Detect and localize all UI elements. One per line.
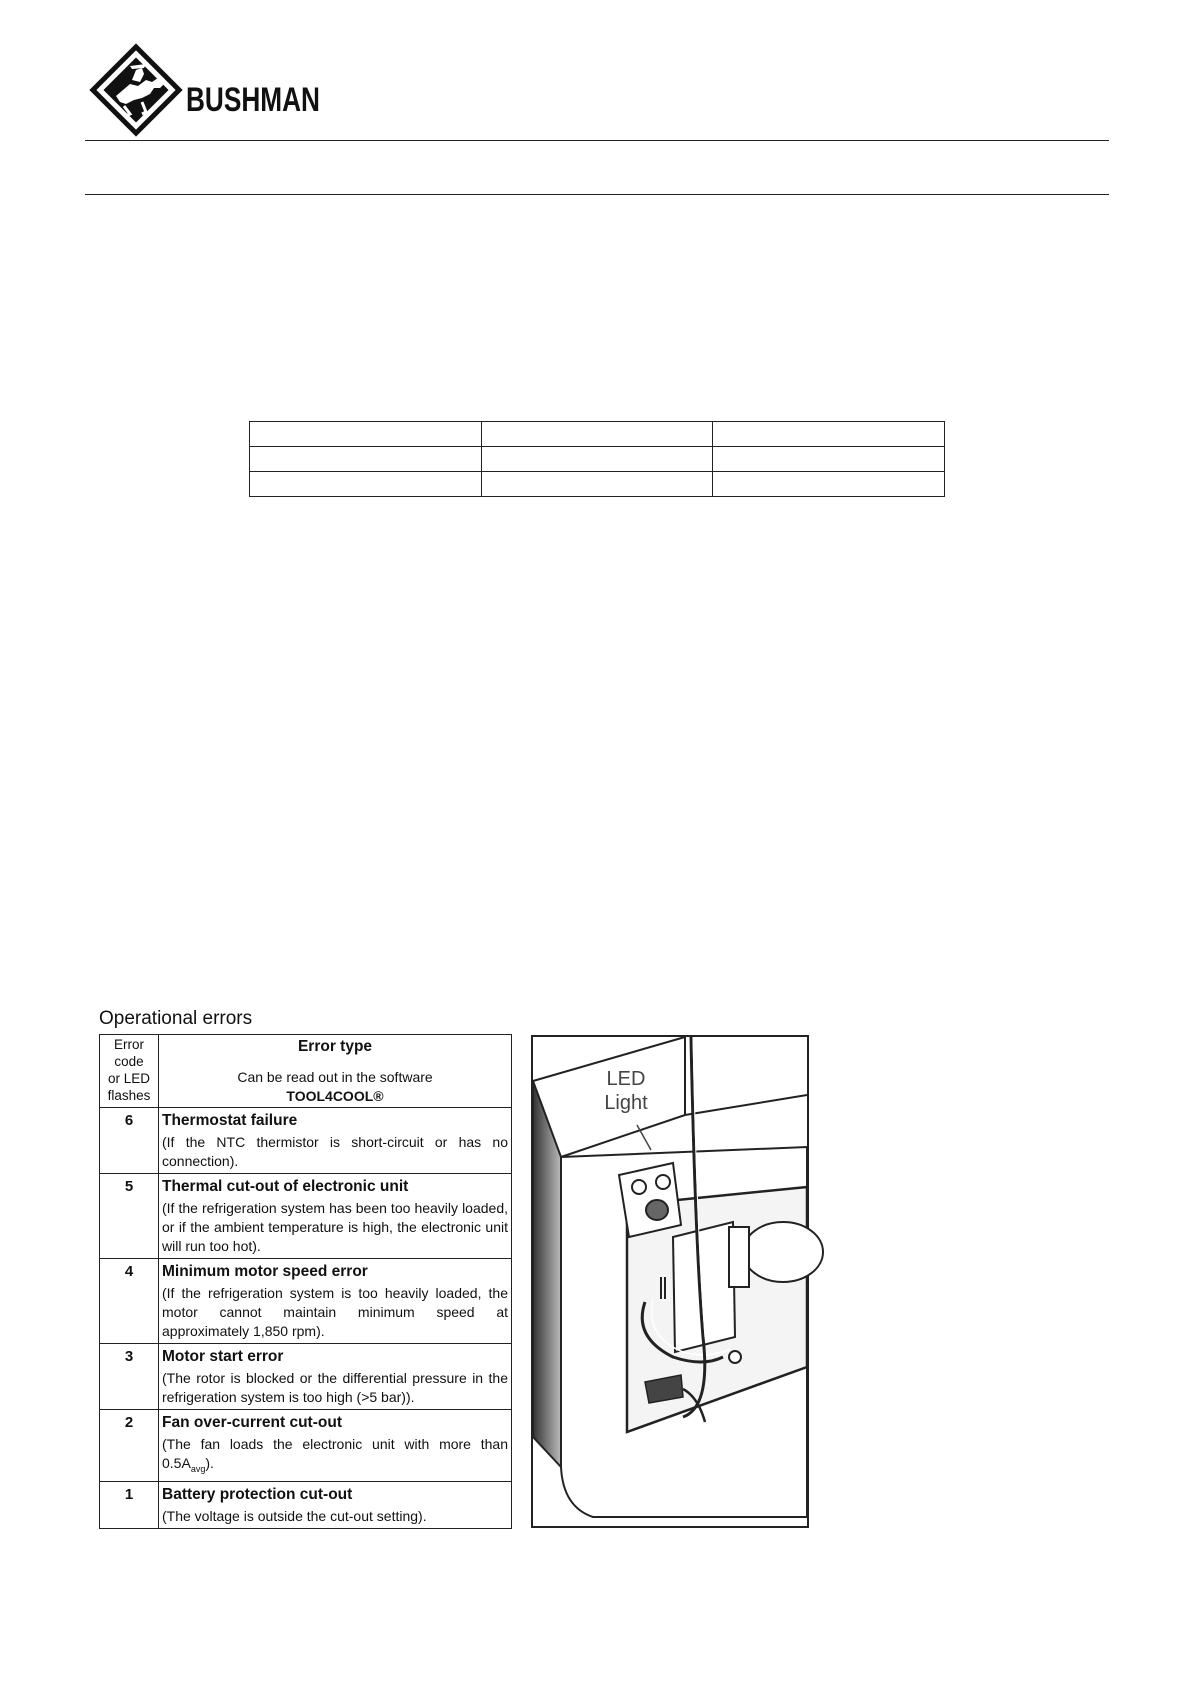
table-row [100,1108,512,1174]
error-title: Minimum motor speed error [162,1263,368,1280]
operational-errors-table [99,1034,512,1529]
table-cell [250,472,482,497]
error-text: (The voltage is outside the cut-out setting). [162,1507,427,1524]
led-light-label [591,1067,661,1115]
table-header-row [100,1035,512,1108]
error-description [159,1410,512,1482]
error-text-subscript: avg [190,1463,206,1474]
header-line: code [114,1054,144,1069]
error-text-part: ). [205,1455,214,1471]
table-cell [481,422,713,447]
error-description [159,1108,512,1174]
table-row [250,447,945,472]
error-title: Thermostat failure [162,1112,298,1129]
error-title: Battery protection cut-out [162,1485,353,1503]
table-cell [481,472,713,497]
error-code: 4 [100,1259,159,1344]
error-code: 2 [100,1410,159,1482]
error-description [159,1481,512,1528]
software-name: TOOL4COOL® [286,1088,384,1104]
header-line: or LED [107,1071,151,1086]
error-text: (If the refrigeration system is too heavily loaded, the motor cannot maintain minimum speed at approximately 1,850 rpm). [162,1285,508,1339]
error-type-header [159,1035,512,1108]
table-cell [250,447,482,472]
led-label-line: Light [604,1092,648,1114]
error-text: (The rotor is blocked or the differential pressure in the refrigeration system is too high (>5 bar)). [162,1370,508,1405]
error-type-title: Error type [297,1038,373,1055]
error-type-note: Can be read out in the software [237,1069,433,1085]
fridge-compressor-drawing [533,1037,807,1526]
table-row [100,1174,512,1259]
brand-name: BUSHMAN [186,81,320,119]
table-row [100,1259,512,1344]
error-text: (If the refrigeration system has been too heavily loaded, or if the ambient temperature is high, the electronic unit will run too hot). [162,1200,508,1254]
table-row [100,1410,512,1482]
error-text-part: (The fan loads the electronic unit with more than 0.5A [162,1436,508,1471]
table-row [100,1481,512,1528]
error-description [159,1174,512,1259]
table-row [100,1344,512,1410]
table-row [250,472,945,497]
header-rule-bottom [85,194,1109,195]
error-text [162,1435,508,1479]
led-label-line: LED [606,1068,646,1090]
led-light-illustration [531,1035,809,1528]
table-row [250,422,945,447]
error-code: 5 [100,1174,159,1259]
blank-table [249,421,945,497]
table-cell [713,422,945,447]
header-line: flashes [107,1088,151,1103]
error-description [159,1344,512,1410]
table-cell [250,422,482,447]
error-code: 1 [100,1481,159,1528]
error-code-header [100,1035,159,1108]
header-line: Error [114,1037,144,1052]
header-rule-top [85,140,1109,141]
error-description [159,1259,512,1344]
operational-errors-title: Operational errors [99,1008,253,1029]
table-cell [713,472,945,497]
rider-emblem-icon [86,44,326,140]
error-title: Motor start error [162,1348,284,1365]
table-cell [713,447,945,472]
error-text: (If the NTC thermistor is short-circuit or has no connection). [162,1134,508,1169]
bushman-logo [86,44,326,140]
error-title: Fan over-current cut-out [162,1414,342,1431]
error-code: 6 [100,1108,159,1174]
error-code: 3 [100,1344,159,1410]
error-title: Thermal cut-out of electronic unit [162,1178,409,1195]
table-cell [481,447,713,472]
